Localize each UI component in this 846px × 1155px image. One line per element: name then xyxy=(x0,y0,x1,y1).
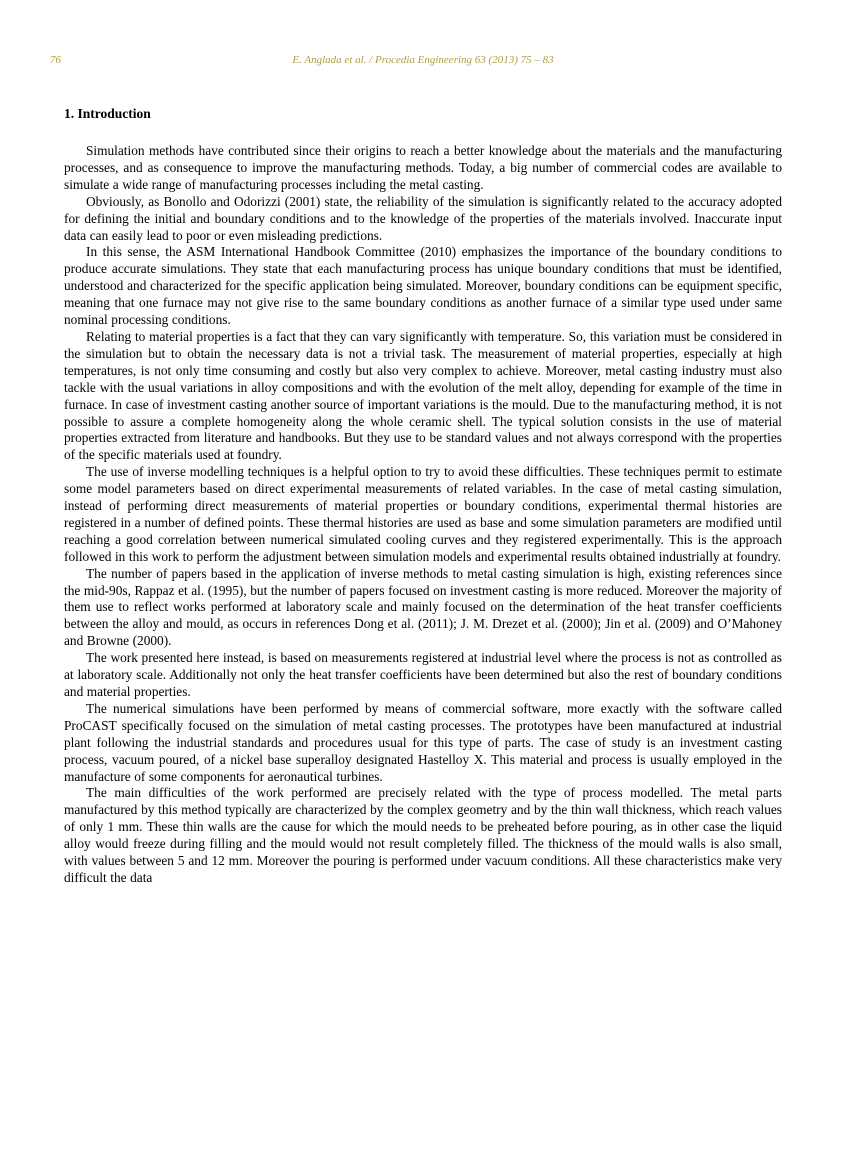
section-title: 1. Introduction xyxy=(64,106,151,121)
page-number: 76 xyxy=(50,54,61,66)
paragraph: Simulation methods have contributed since their origins to reach a better knowledge about the materials and the manufacturing processes, and as consequence to improve the manufacturing methods. Today, a big number of commercial codes are available to simulate a wide range of manufacturing processes including the metal casting. xyxy=(64,143,782,192)
paragraph: Relating to material properties is a fact that they can vary significantly with temperature. So, this variation must be considered in the simulation but to obtain the necessary data is not a trivial task. The measurement of material properties, especially at high temperatures, is not only time consuming and costly but also very complex to achieve. Moreover, metal casting industry must also tackle with the usual variations in alloy compositions and with the evolution of the melt alloy, depending for example of the time in furnace. In case of investment casting another source of important variations is the mould. Due to the manufacturing method, it is not possible to assure a complete homogeneity along the whole ceramic shell. The typical solution consists in the use of material properties extracted from literature and handbooks. But they use to be standard values and not always correspond with the properties of the specific materials used at foundry. xyxy=(64,328,782,463)
paragraph: The numerical simulations have been performed by means of commercial software, more exactly with the software called ProCAST specifically focused on the simulation of metal casting processes. The prototypes have been manufactured at industrial plant following the industrial standards and procedures usual for this type of parts. The case of study is an investment casting process, vacuum poured, of a nickel base superalloy designated Hastelloy X. This material and process is usually employed in the manufacture of some components for aeronautical turbines. xyxy=(64,700,782,784)
paragraph: The number of papers based in the application of inverse methods to metal casting simulation is high, existing references since the mid-90s, Rappaz et al. (1995), but the number of papers focused on investment casting is more reduced. Moreover the majority of them use to reflect works performed at laboratory scale and mainly focused on the determination of the heat transfer coefficients between the alloy and mould, as occurs in references Dong et al. (2011); J. M. Drezet et al. (2000); Jin et al. (2009) and O’Mahoney and Browne (2000). xyxy=(64,565,782,649)
paragraph: The main difficulties of the work performed are precisely related with the type of process modelled. The metal parts manufactured by this method typically are characterized by the complex geometry and by the thin wall thickness, which reach values of only 1 mm. These thin walls are the cause for which the mould needs to be preheated before pouring, as in other case the liquid alloy would freeze during filling and the mould would not result completely filled. The thickness of the mould walls is also small, with values between 5 and 12 mm. Moreover the pouring is performed under vacuum conditions. All these characteristics make very difficult the data xyxy=(64,785,782,885)
running-header xyxy=(0,0,846,70)
journal-citation: E. Anglada et al. / Procedia Engineering 63 (2013) 75 – 83 xyxy=(292,54,554,66)
paragraph: The work presented here instead, is based on measurements registered at industrial level where the process is not as controlled as at laboratory scale. Additionally not only the heat transfer coefficients have been determined but also the rest of boundary conditions and material properties. xyxy=(64,650,782,699)
paragraph: The use of inverse modelling techniques is a helpful option to try to avoid these difficulties. These techniques permit to estimate some model parameters based on direct experimental measurements of related variables. In the case of metal casting simulation, instead of performing direct measurements of material properties or boundary conditions, experimental thermal histories are registered in a number of defined points. These thermal histories are used as base and some simulation parameters are modified until reaching a good correlation between numerical simulated cooling curves and they registered experimentally. This is the approach followed in this work to perform the adjustment between simulation models and experimental results obtained industrially at foundry. xyxy=(64,464,782,564)
paragraph: Obviously, as Bonollo and Odorizzi (2001) state, the reliability of the simulation is significantly related to the accuracy adopted for defining the initial and boundary conditions and to the knowledge of the properties of the materials involved. Inaccurate input data can easily lead to poor or even misleading predictions. xyxy=(64,193,782,243)
paragraph: In this sense, the ASM International Handbook Committee (2010) emphasizes the importance of the boundary conditions to produce accurate simulations. They state that each manufacturing process has unique boundary conditions that must be identified, understood and characterized for the specific application being simulated. Moreover, boundary conditions can be equipment specific, meaning that one furnace may not give rise to the same boundary conditions as another furnace of a similar type used under same nominal processing conditions. xyxy=(64,244,782,328)
page-body xyxy=(0,106,846,887)
